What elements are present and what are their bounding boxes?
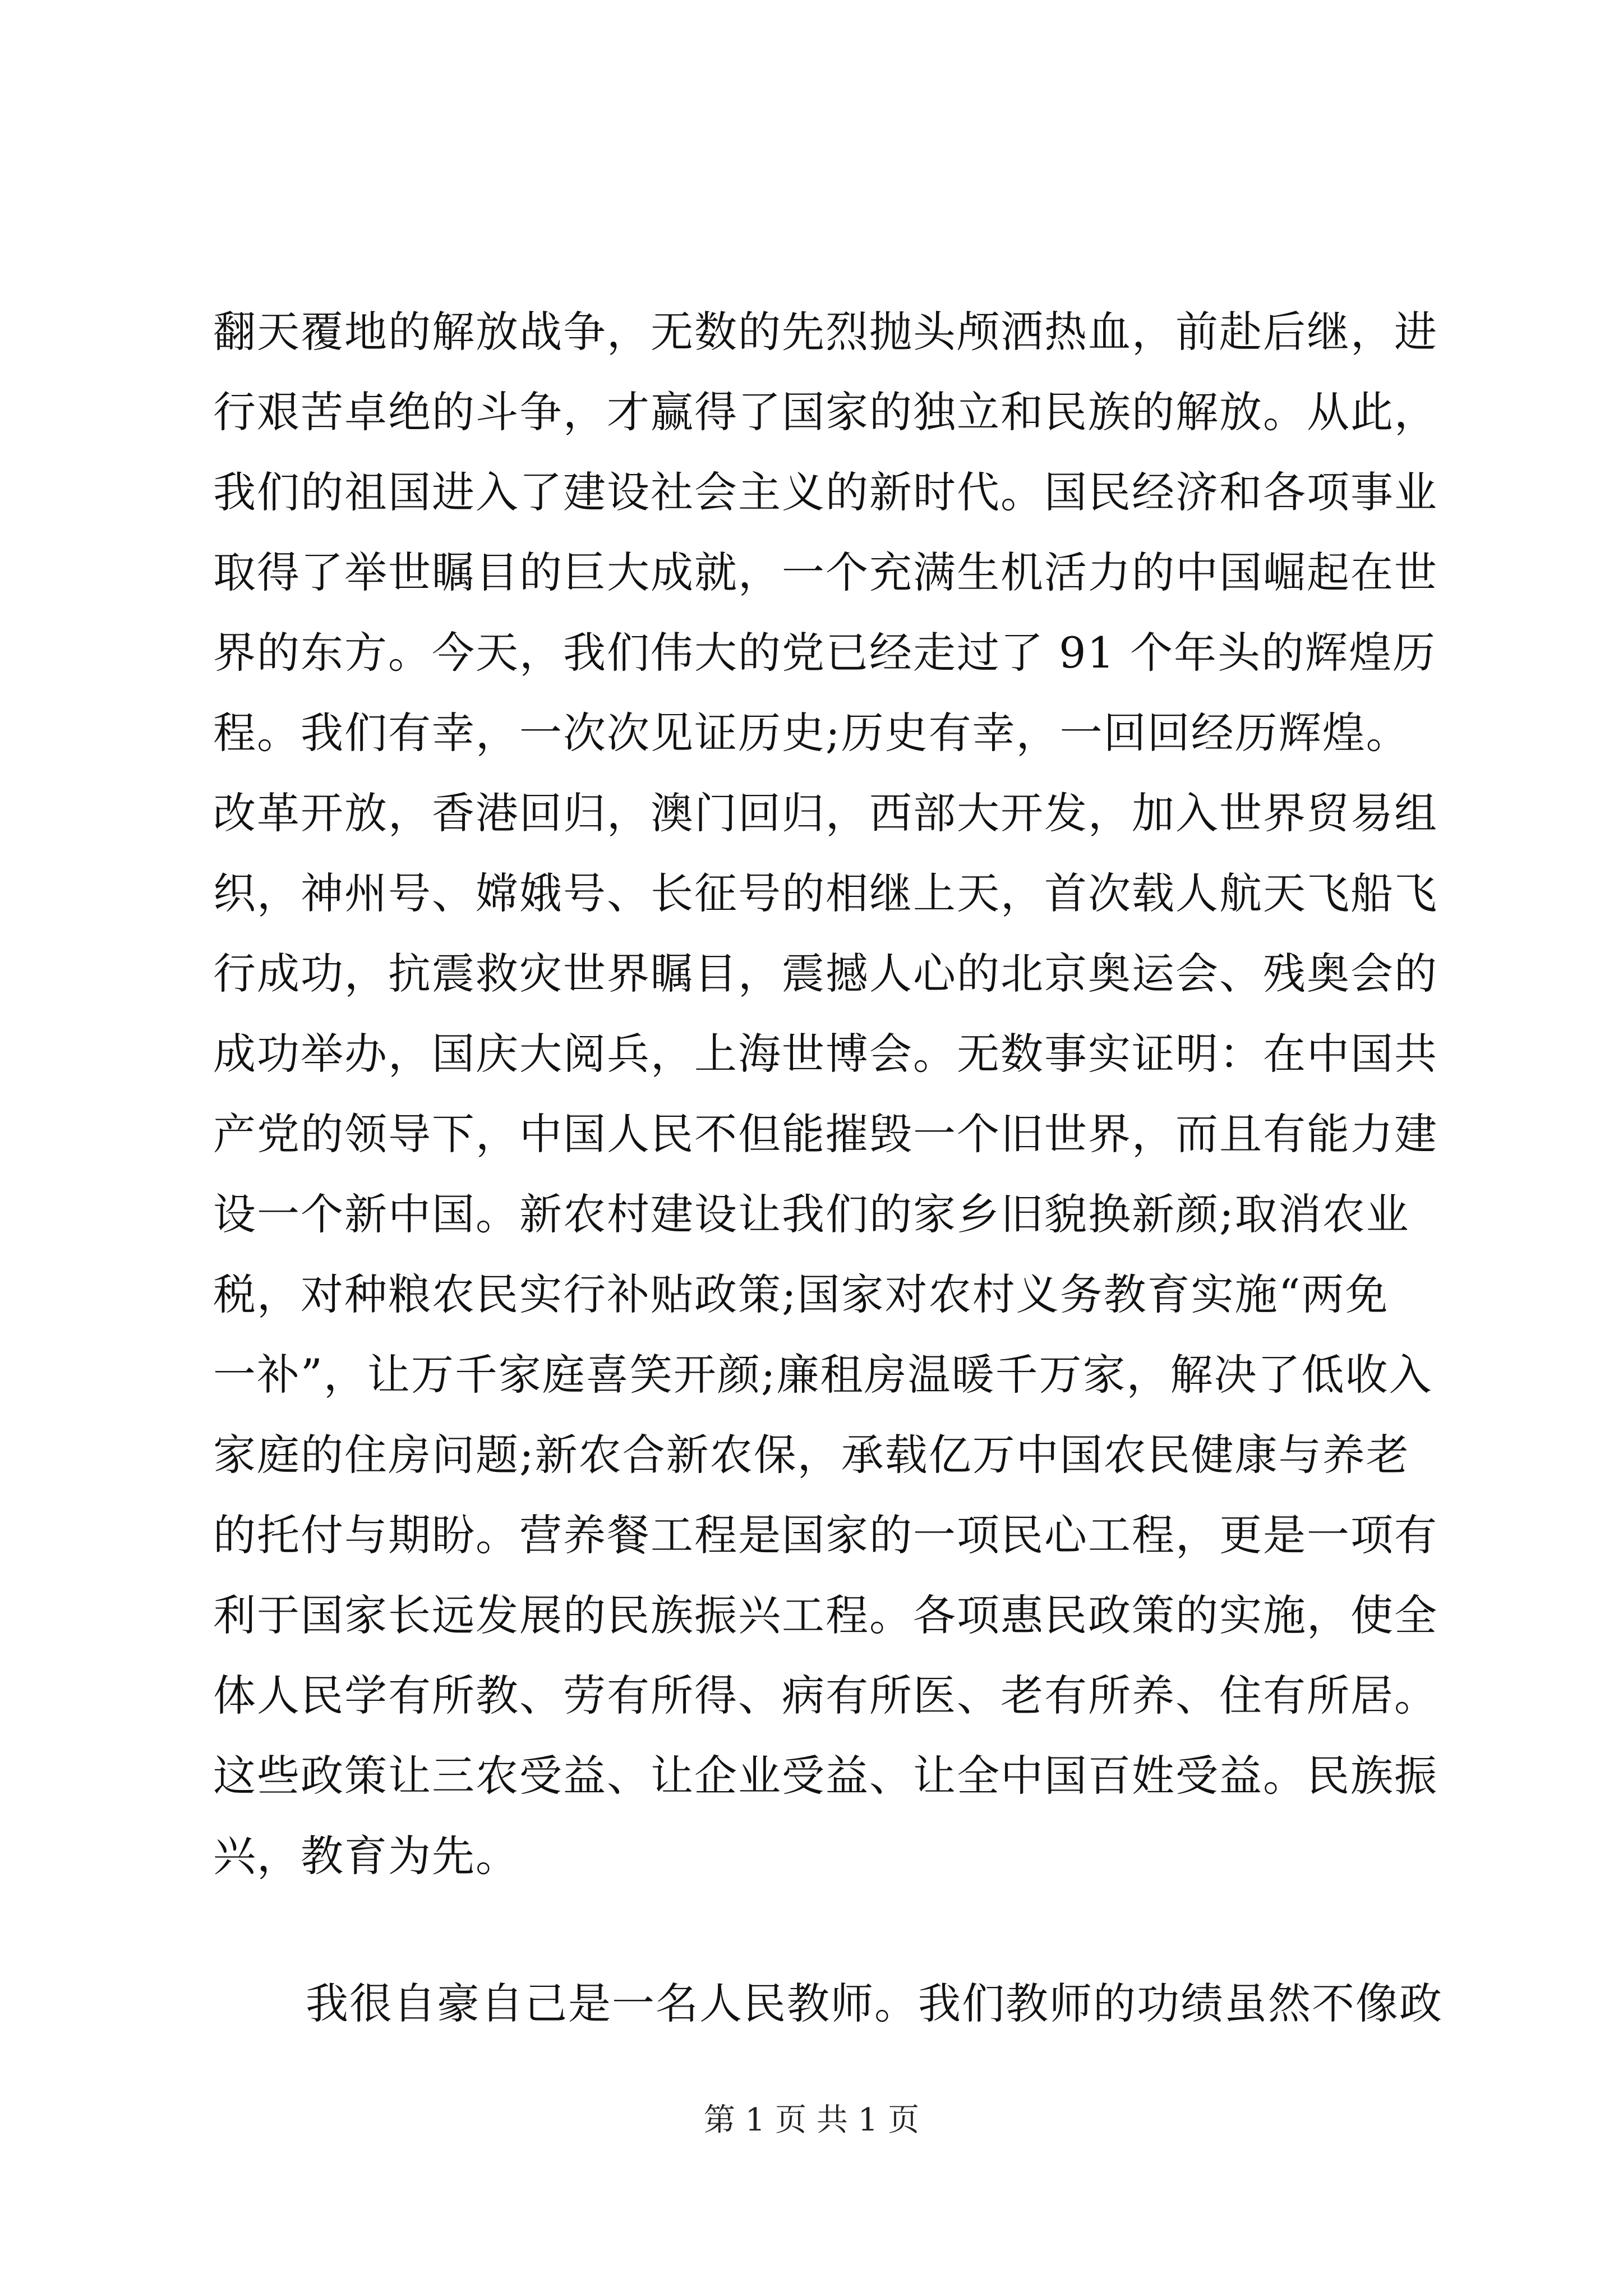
text-line: 行艰苦卓绝的斗争，才赢得了国家的独立和民族的解放。从此， bbox=[213, 387, 1438, 437]
document-body bbox=[213, 292, 1443, 2044]
text-line: 产党的领导下，中国人民不但能摧毁一个旧世界，而且有能力建 bbox=[213, 1109, 1438, 1159]
text-line: 织，神州号、嫦娥号、长征号的相继上天，首次载人航天飞船飞 bbox=[213, 868, 1438, 918]
text-line: 设一个新中国。新农村建设让我们的家乡旧貌换新颜;取消农业 bbox=[213, 1189, 1410, 1239]
text-line: 利于国家长远发展的民族振兴工程。各项惠民政策的实施，使全 bbox=[213, 1590, 1438, 1640]
text-line: 体人民学有所教、劳有所得、病有所医、老有所养、住有所居。 bbox=[213, 1671, 1438, 1720]
text-line: 成功举办，国庆大阅兵，上海世博会。无数事实证明：在中国共 bbox=[213, 1029, 1438, 1079]
text-line: 程。我们有幸，一次次见证历史;历史有幸，一回回经历辉煌。 bbox=[213, 708, 1410, 758]
text-line: 一补”，让万千家庭喜笑开颜;廉租房温暖千万家，解决了低收入 bbox=[213, 1350, 1433, 1400]
text-line: 界的东方。今天，我们伟大的党已经走过了 91 个年头的辉煌历 bbox=[213, 628, 1437, 678]
text-line: 兴，教育为先。 bbox=[213, 1831, 519, 1881]
text-line: 取得了举世瞩目的巨大成就，一个充满生机活力的中国崛起在世 bbox=[213, 547, 1438, 597]
text-line: 的托付与期盼。营养餐工程是国家的一项民心工程，更是一项有 bbox=[213, 1510, 1438, 1560]
text-line: 改革开放，香港回归，澳门回归，西部大开发，加入世界贸易组 bbox=[213, 788, 1438, 838]
text-line: 家庭的住房问题;新农合新农保，承载亿万中国农民健康与养老 bbox=[213, 1430, 1410, 1480]
page-footer: 第 1 页 共 1 页 bbox=[703, 2102, 920, 2138]
paragraph-gap bbox=[213, 1896, 1413, 1963]
text-line: 这些政策让三农受益、让企业受益、让全中国百姓受益。民族振 bbox=[213, 1751, 1438, 1801]
text-line: 翻天覆地的解放战争，无数的先烈抛头颅洒热血，前赴后继，进 bbox=[213, 307, 1438, 357]
text-line: 税，对种粮农民实行补贴政策;国家对农村义务教育实施“两免 bbox=[213, 1269, 1389, 1319]
text-line-indented: 我很自豪自己是一名人民教师。我们教师的功绩虽然不像政 bbox=[306, 1978, 1443, 2028]
text-line: 行成功，抗震救灾世界瞩目，震撼人心的北京奥运会、残奥会的 bbox=[213, 949, 1438, 999]
text-line: 我们的祖国进入了建设社会主义的新时代。国民经济和各项事业 bbox=[213, 467, 1438, 517]
